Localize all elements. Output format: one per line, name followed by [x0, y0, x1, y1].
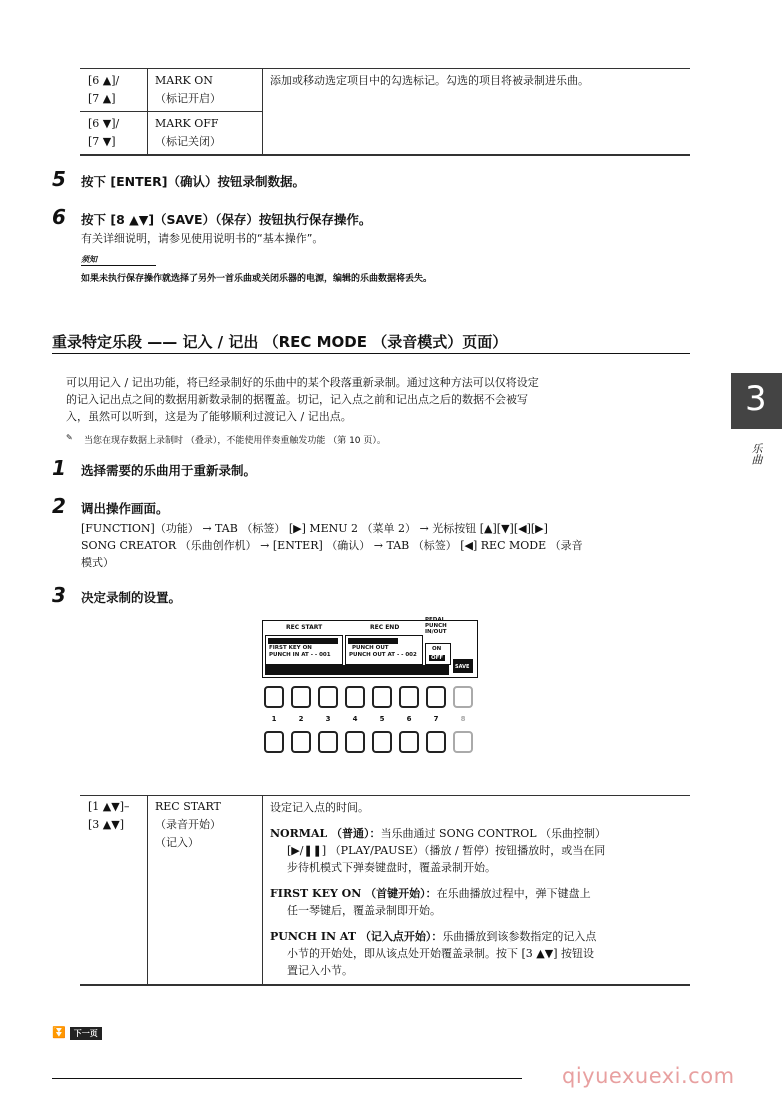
button-number: 6 — [406, 715, 412, 723]
chapter-label: 乐曲 — [750, 443, 763, 465]
step-number: 1 — [52, 456, 66, 480]
mark-off-keys: [6 ▼]/ [7 ▼] — [88, 117, 120, 148]
option-desc: [▶/❚❚] （PLAY/PAUSE）（播放 / 暂停）按钮播放时，或当在同 — [287, 844, 606, 857]
upper-button-2[interactable] — [291, 686, 311, 708]
note-rule — [81, 265, 156, 266]
off-option: OFF — [431, 655, 444, 661]
pedal-punch-label: PEDAL PUNCH IN/OUT — [425, 617, 447, 635]
upper-button-8[interactable] — [453, 686, 473, 708]
note-text: 如果未执行保存操作就选择了另外一首乐曲或关闭乐器的电源，编辑的乐曲数据将丢失。 — [81, 274, 433, 284]
option-desc: 在乐曲播放过程中，弹下键盘上 — [436, 887, 591, 900]
rec-end-panel — [345, 624, 423, 665]
step-number: 5 — [52, 167, 66, 191]
step-title: 调出操作画面。 — [81, 501, 169, 516]
rec-start-name: REC START （录音开始） （记入） — [155, 800, 221, 849]
option-term: PUNCH IN AT （记入点开始）： — [270, 930, 443, 943]
lower-button-7[interactable] — [426, 731, 446, 753]
chapter-number: 3 — [745, 379, 767, 419]
step-number: 3 — [52, 583, 66, 607]
rec-start-panel — [265, 624, 343, 665]
button-number: 2 — [298, 715, 304, 723]
save-panel — [453, 659, 473, 673]
upper-button-7[interactable] — [426, 686, 446, 708]
section-rule — [52, 353, 690, 354]
on-option: ON — [432, 646, 442, 652]
note-label: 须知 — [81, 255, 97, 264]
lower-button-4[interactable] — [345, 731, 365, 753]
chapter-tab — [731, 373, 782, 429]
footer-rule — [52, 1078, 522, 1079]
pedal-punch-panel — [425, 643, 451, 665]
button-number: 3 — [325, 715, 331, 723]
step-title: 选择需要的乐曲用于重新录制。 — [81, 463, 257, 478]
step-title: 按下 [ENTER]（确认）按钮录制数据。 — [81, 174, 305, 189]
button-number: 7 — [433, 715, 439, 723]
lcd-screen — [262, 617, 478, 678]
button-number: 1 — [271, 715, 277, 723]
upper-button-1[interactable] — [264, 686, 284, 708]
punch-in-at-label: PUNCH IN AT - - 001 — [269, 652, 331, 658]
step-title: 按下 [8 ▲▼]（SAVE）（保存）按钮执行保存操作。 — [81, 212, 372, 227]
step-number: 6 — [52, 205, 66, 229]
option-desc: 任一琴键后，覆盖录制即开始。 — [287, 904, 441, 917]
mark-on-name: MARK ON （标记开启） — [155, 74, 221, 105]
first-key-on-label: FIRST KEY ON — [269, 645, 312, 651]
punch-out-at-label: PUNCH OUT AT - - 002 — [349, 652, 417, 658]
option-desc: 小节的开始处，即从该点处开始覆盖录制。按下 [3 ▲▼] 按钮设 — [287, 947, 594, 960]
step-title: 决定录制的设置。 — [81, 590, 182, 605]
button-number: 5 — [379, 715, 385, 723]
lower-button-6[interactable] — [399, 731, 419, 753]
option-term: FIRST KEY ON （首键开始）： — [270, 887, 437, 900]
watermark: qiyuexuexi.com — [562, 1064, 735, 1088]
double-chevron-down-icon: ⏬ — [52, 1026, 66, 1039]
section-paragraph: 的记入记出点之间的数据用新数录制的据覆盖。切记，记入点之前和记出点之后的数据不会被写 — [66, 393, 528, 406]
lower-button-3[interactable] — [318, 731, 338, 753]
rec-end-label: REC END — [370, 624, 400, 631]
mark-on-keys: [6 ▲]/ [7 ▲] — [88, 74, 120, 105]
option-entry — [270, 825, 606, 842]
section-title: 重录特定乐段 —— 记入 / 记出 （REC MODE （录音模式）页面） — [52, 333, 508, 351]
next-page-label: 下一页 — [70, 1027, 102, 1040]
next-page-marker[interactable] — [52, 1026, 102, 1040]
step-body: 有关详细说明，请参见使用说明书的“基本操作”。 — [81, 232, 324, 245]
tip-text: 当您在现存数据上录制时 （叠录），不能使用伴奏重触发功能 （第 10 页）。 — [84, 436, 386, 446]
option-entry — [270, 885, 591, 902]
tip-icon: ✎ — [66, 433, 73, 442]
upper-button-6[interactable] — [399, 686, 419, 708]
lower-button-8[interactable] — [453, 731, 473, 753]
section-paragraph: 可以用记入 / 记出功能，将已经录制好的乐曲中的某个段落重新录制。通过这种方法可以仅将设定 — [66, 376, 539, 389]
lower-button-5[interactable] — [372, 731, 392, 753]
step-body: 模式） — [81, 556, 114, 569]
option-term: NORMAL （普通）： — [270, 827, 381, 840]
mark-description: 添加或移动选定项目中的勾选标记。勾选的项目将被录制进乐曲。 — [270, 74, 589, 87]
upper-button-3[interactable] — [318, 686, 338, 708]
step-body: SONG CREATOR （乐曲创作机） → [ENTER] （确认） → TAB （标签） [◀] REC MODE （录音 — [81, 539, 583, 552]
punch-out-label: PUNCH OUT — [352, 645, 389, 651]
step-number: 2 — [52, 494, 66, 518]
button-number: 8 — [460, 715, 466, 723]
mark-off-name: MARK OFF （标记关闭） — [155, 117, 221, 148]
option-desc: 乐曲播放到该参数指定的记入点 — [442, 930, 597, 943]
button-number: 4 — [352, 715, 358, 723]
arrow-strip — [265, 665, 449, 675]
lower-button-1[interactable] — [264, 731, 284, 753]
option-desc: 当乐曲通过 SONG CONTROL （乐曲控制） — [380, 827, 607, 840]
option-desc: 置记入小节。 — [287, 964, 353, 977]
upper-button-5[interactable] — [372, 686, 392, 708]
save-label: SAVE — [455, 664, 470, 670]
option-desc: 步待机模式下弹奏键盘时，覆盖录制开始。 — [287, 861, 496, 874]
lower-button-2[interactable] — [291, 731, 311, 753]
section-paragraph: 入，虽然可以听到，这是为了能够顺利过渡记入 / 记出点。 — [66, 410, 352, 423]
step-body: [FUNCTION]（功能） → TAB （标签） [▶] MENU 2 （菜单 2） → 光标按钮 [▲][▼][◀][▶] — [81, 522, 548, 535]
rec-start-keys: [1 ▲▼]– [3 ▲▼] — [88, 800, 130, 831]
rec-start-intro: 设定记入点的时间。 — [270, 801, 369, 814]
rec-start-label: REC START — [286, 624, 323, 631]
upper-button-4[interactable] — [345, 686, 365, 708]
option-entry — [270, 928, 596, 945]
